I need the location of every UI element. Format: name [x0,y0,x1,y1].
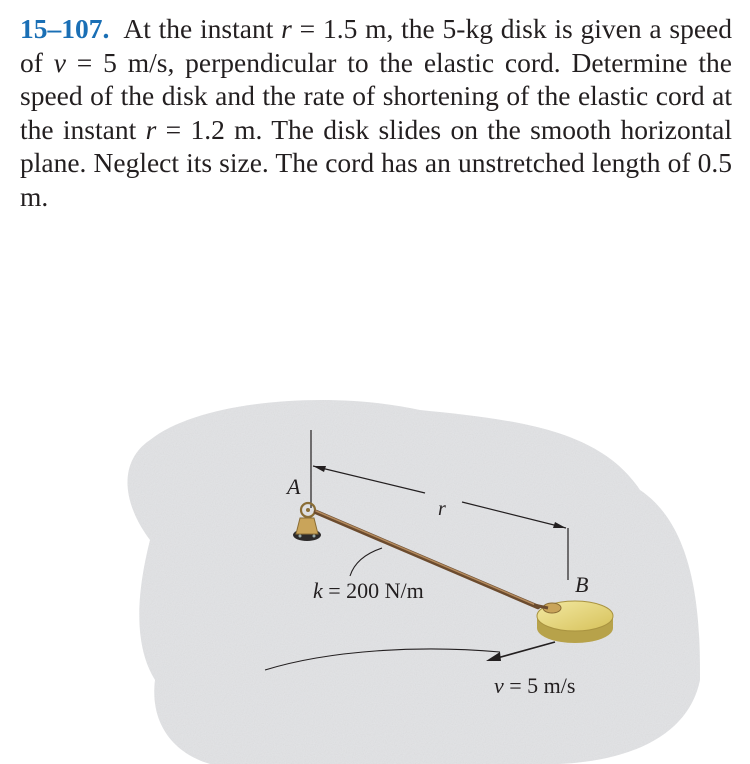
var-r-2: r [145,113,157,145]
figure-drawing [0,380,750,764]
problem-number: 15–107. [20,13,110,44]
label-a: A [287,474,301,499]
problem-statement [20,12,732,213]
text-part-1: At the instant [123,13,282,44]
text-part-3: = 5 m/s, perpendicular to the elastic cord. Determine the speed of the disk and the rate of shortening of the elastic cord at the instant [20,46,732,145]
label-k-var: k [313,578,323,603]
label-k [313,578,424,604]
label-r: r [438,498,446,520]
label-v [494,673,575,699]
var-v: v [53,46,66,78]
label-v-var: v [494,673,504,698]
label-k-rest: = 200 N/m [322,578,424,603]
disk-cord-figure [0,380,750,764]
label-v-rest: = 5 m/s [503,673,576,698]
disk-b [534,601,613,643]
var-r-1: r [281,13,292,44]
text-part-2: = 1.5 m, the 5-kg disk is given a speed of [20,13,732,78]
text-part-4: = 1.2 m. The disk slides on the smooth horizontal plane. Neglect its size. The cord has an unstretched length of 0.5 m. [20,113,732,212]
label-b: B [575,572,589,597]
